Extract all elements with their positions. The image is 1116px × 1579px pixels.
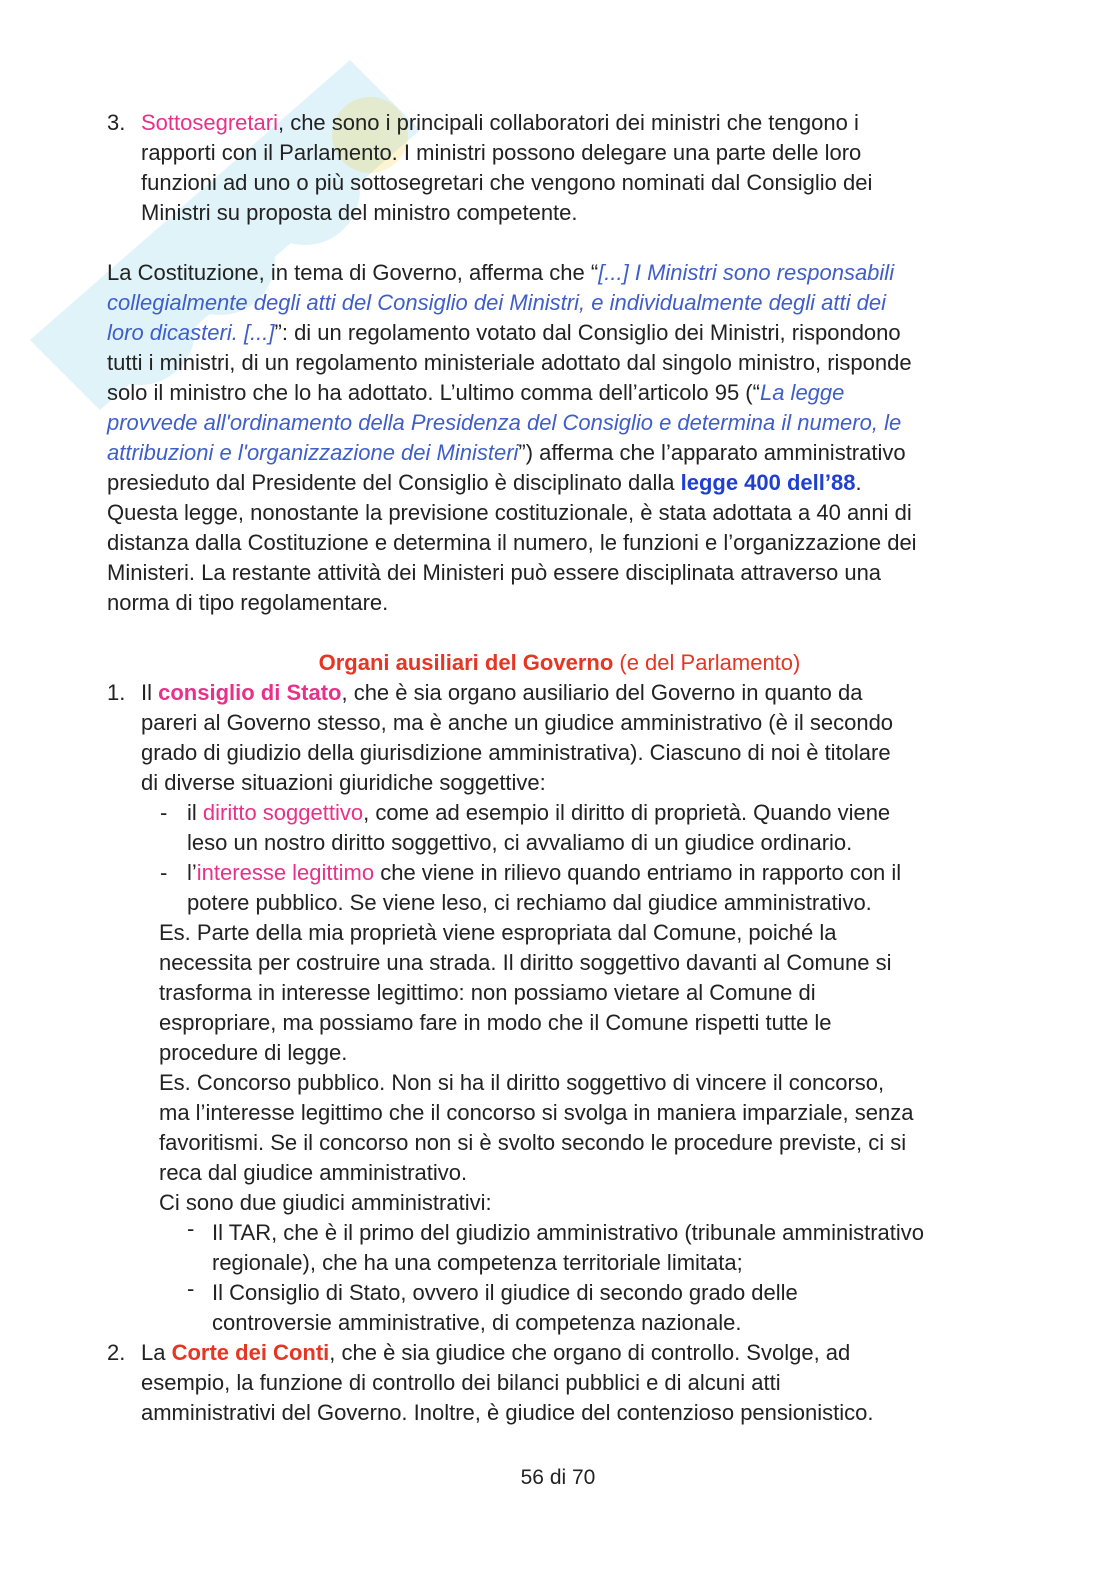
page-number: 56 di 70: [520, 1466, 596, 1489]
term-consiglio-di-stato: consiglio di Stato: [158, 680, 342, 705]
term-diritto-soggettivo: diritto soggettivo: [202, 800, 364, 825]
list-item-consiglio-di-stato: 1. Il consiglio di Stato, che è sia organo ausiliario del Governo in quanto da pareri al Governo stesso, ma è anche un giudice amministrativo (è il secondo grado di giudizio della giurisdizione amministrativa). Ciascuno di noi è titolare di diverse situazioni giuridiche soggettive:: [107, 680, 894, 795]
section-heading: Organi ausiliari del Governo (e del Parlamento): [318, 650, 801, 675]
dash-bullet: -: [160, 800, 168, 825]
dash-bullet: -: [160, 860, 168, 885]
example-esproprio: Es. Parte della mia proprietà viene espropriata dal Comune, poiché la necessita per costruire una strada. Il diritto soggettivo davanti al Comune si trasforma in interesse legittimo: non possiamo vietare al Comune di espropriare, ma possiamo fare in modo che il Comune rispetti tutte le procedure di legge.: [159, 920, 892, 1065]
paragraph-costituzione: La Costituzione, in tema di Governo, afferma che “[...] I Ministri sono responsabili collegialmente degli atti del Consiglio dei Ministri, e individualmente degli atti dei loro dicasteri. [...]”: di un regolamento votato dal Consiglio dei Ministri, rispondono tutti i ministri, di un regolamento ministeriale adottato dal singolo ministro, risponde solo il ministro che lo ha adottato. L’ultimo comma dell’articolo 95 (“La legge provvede all'ordinamento della Presidenza del Consiglio e determina il numero, le attribuzioni e l'organizzazione dei Ministeri”) afferma che l’apparato amministrativo presieduto dal Presidente del Consiglio è disciplinato dalla legge 400 dell’88. Questa legge, nonostante la previsione costituzionale, è stata adottata a 40 anni di distanza dalla Costituzione e determina il numero, le funzioni e l’organizzazione dei Ministeri. La restante attività dei Ministeri può essere disciplinata attraverso una norma di tipo regolamentare.: [107, 260, 917, 615]
dash-bullet: -: [187, 1216, 195, 1241]
list-number: 3.: [107, 110, 126, 135]
sub-item-tar: - Il TAR, che è il primo del giudizio amministrativo (tribunale amministrativo regionale), che ha una competenza territoriale limitata;: [187, 1216, 924, 1275]
term-interesse-legittimo: interesse legittimo: [196, 860, 375, 885]
list-number: 1.: [107, 680, 126, 705]
example-concorso: Es. Concorso pubblico. Non si ha il diritto soggettivo di vincere il concorso, ma l’interesse legittimo che il concorso si svolga in maniera imparziale, senza favoritismi. Se il concorso non si è svolto secondo le procedure previste, ci si reca dal giudice amministrativo. Ci sono due giudici amministrativi:: [159, 1070, 914, 1215]
list-item-sottosegretari: 3. Sottosegretari, che sono i principali collaboratori dei ministri che tengono i rapporti con il Parlamento. I ministri possono delegare una parte delle loro funzioni ad uno o più sottosegretari che vengono nominati dal Consiglio dei Ministri su proposta del ministro competente.: [107, 110, 873, 225]
sub-item-consiglio-stato: - Il Consiglio di Stato, ovvero il giudice di secondo grado delle controversie amministrative, di competenza nazionale.: [187, 1276, 798, 1335]
document-page: [107, 108, 1012, 1428]
law-reference: legge 400 dell’88: [680, 470, 856, 495]
list-number: 2.: [107, 1340, 126, 1365]
list-item-corte-dei-conti: 2. La Corte dei Conti, che è sia giudice che organo di controllo. Svolge, ad esempio, la funzione di controllo dei bilanci pubblici e di alcuni atti amministrativi del Governo. Inoltre, è giudice del contenzioso pensionistico.: [107, 1340, 874, 1425]
quote-constitution: [...] I Ministri sono responsabili: [598, 260, 895, 285]
term-corte-dei-conti: Corte dei Conti: [171, 1340, 330, 1365]
sub-item-diritto-soggettivo: - il diritto soggettivo, come ad esempio il diritto di proprietà. Quando viene leso un nostro diritto soggettivo, ci avvaliamo di un giudice ordinario.: [160, 800, 891, 855]
sub-item-interesse-legittimo: - l’interesse legittimo che viene in rilievo quando entriamo in rapporto con il potere pubblico. Se viene leso, ci rechiamo dal giudice amministrativo.: [160, 860, 902, 915]
dash-bullet: -: [187, 1276, 195, 1301]
quote-article-95: La legge: [759, 380, 845, 405]
term-sottosegretari: Sottosegretari: [141, 110, 278, 135]
